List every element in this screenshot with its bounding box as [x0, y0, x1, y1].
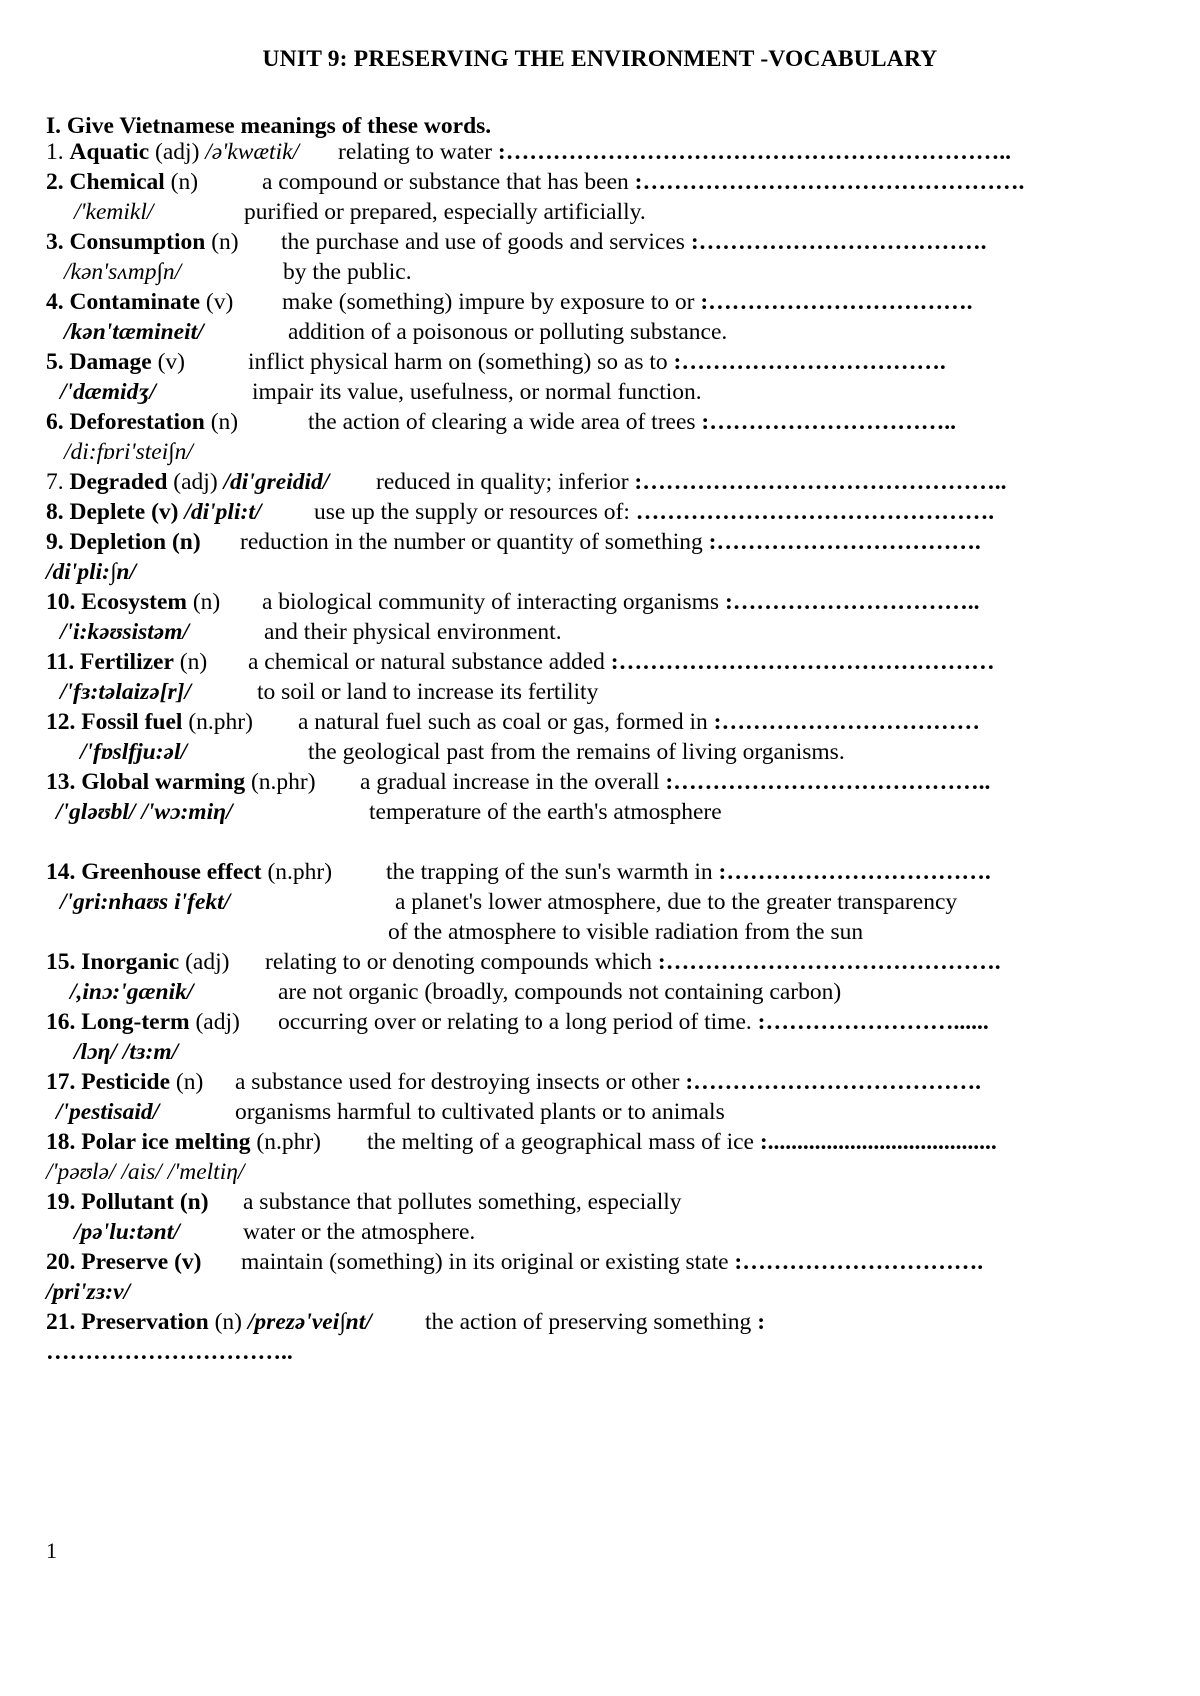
entry-definition [262, 588, 980, 616]
definition-text: occurring over or relating to a long period of time. [278, 1009, 752, 1035]
entry-number: 14. [46, 859, 76, 885]
entry-word: Deplete [69, 499, 146, 525]
entry-pos: (n.phr) [256, 1129, 321, 1155]
entry-head [46, 948, 229, 976]
page-title: UNIT 9: PRESERVING THE ENVIRONMENT -VOCABULARY [262, 46, 938, 72]
entry-word: Consumption [69, 229, 206, 255]
entry-pos: (adj) [185, 949, 230, 975]
entry-head [46, 138, 299, 166]
section-heading: I. Give Vietnamese meanings of these words. [46, 113, 492, 139]
definition-text: the purchase and use of goods and services [281, 229, 685, 255]
entry-word: Preserve [81, 1249, 169, 1275]
entry-pos: (n) [170, 169, 199, 195]
entry-word: Chemical [69, 169, 165, 195]
definition-continued: of the atmosphere to visible radiation from the sun [388, 919, 864, 945]
entry-word: Degraded [69, 469, 168, 495]
entry-head [46, 288, 233, 316]
entry-word: Deforestation [69, 409, 205, 435]
entry-head [46, 858, 332, 886]
entry-ipa: /di'pli:∫n/ [46, 559, 137, 585]
definition-text: reduced in quality; inferior [376, 469, 629, 495]
answer-blank: :………………………………. [690, 229, 987, 255]
definition-text: reduction in the number or quantity of something [240, 529, 703, 555]
definition-continued: are not organic (broadly, compounds not containing carbon) [278, 979, 842, 1005]
entry-number: 15. [46, 949, 76, 975]
definition-continued: the geological past from the remains of living organisms. [308, 739, 845, 765]
definition-text: a biological community of interacting organisms [262, 589, 720, 615]
definition-text: maintain (something) in its original or existing state [241, 1249, 729, 1275]
entry-ipa: /ə'kwætik/ [205, 139, 300, 165]
answer-blank: :……………………………………….. [634, 469, 1007, 495]
entry-word: Long-term [81, 1009, 190, 1035]
definition-continued: impair its value, usefulness, or normal function. [252, 379, 702, 405]
answer-blank: :……………………………. [718, 859, 991, 885]
entry-number: 11. [46, 649, 75, 675]
definition-continued: a planet's lower atmosphere, due to the greater transparency [395, 889, 958, 915]
answer-blank: :………………………………….. [665, 769, 991, 795]
entry-number: 10. [46, 589, 76, 615]
entry-head [46, 468, 329, 496]
entry-head [46, 588, 220, 616]
entry-number: 19. [46, 1189, 76, 1215]
entry-ipa: /,inɔ:'gænik/ [70, 979, 194, 1005]
entry-ipa: /di'greidid/ [223, 469, 330, 495]
answer-blank: ………………………………………. [635, 499, 995, 525]
definition-text: a natural fuel such as coal or gas, formed in [298, 709, 708, 735]
answer-blank: ………………………….. [46, 1339, 293, 1365]
definition-continued: addition of a poisonous or polluting substance. [288, 319, 728, 345]
definition-text: a compound or substance that has been [262, 169, 629, 195]
definition-text: the action of clearing a wide area of trees [308, 409, 696, 435]
entry-pos: (n) [179, 649, 208, 675]
entry-word: Pollutant [81, 1189, 174, 1215]
entry-definition [425, 1308, 765, 1336]
entry-pos: (n) [211, 229, 239, 255]
entry-ipa: /pri'zɜ:v/ [46, 1279, 131, 1305]
entry-pos: (n) [214, 1309, 243, 1335]
entry-word: Fossil fuel [81, 709, 183, 735]
entry-definition [240, 528, 981, 556]
entry-ipa: /'gləʊbl/ /'wɔ:miη/ [56, 799, 233, 825]
entry-number: 16. [46, 1009, 76, 1035]
entry-pos: (n.phr) [267, 859, 333, 885]
entry-number: 1. [46, 139, 64, 165]
entry-word: Polar ice melting [81, 1129, 251, 1155]
entry-pos: (v) [151, 499, 179, 525]
entry-word: Pesticide [81, 1069, 170, 1095]
definition-text: the action of preserving something [425, 1309, 752, 1335]
entry-pos: (n) [179, 1189, 209, 1215]
entry-number: 6. [46, 409, 64, 435]
definition-text: the melting of a geographical mass of ice [367, 1129, 754, 1155]
entry-definition [248, 348, 946, 376]
entry-number: 12. [46, 709, 76, 735]
definition-text: a chemical or natural substance added [248, 649, 605, 675]
definition-continued: by the public. [283, 259, 412, 285]
entry-ipa: /'dæmidʒ/ [60, 379, 156, 405]
entry-number: 3. [46, 229, 64, 255]
entry-pos: (adj) [173, 469, 218, 495]
entry-head [46, 1248, 202, 1276]
entry-ipa: /'i:kəʊsistəm/ [60, 619, 190, 645]
entry-pos: (adj) [195, 1009, 240, 1035]
entry-pos: (n) [192, 589, 221, 615]
entry-definition [248, 648, 995, 676]
entry-number: 5. [46, 349, 64, 375]
definition-text: a substance used for destroying insects or other [235, 1069, 680, 1095]
entry-head [46, 528, 201, 556]
entry-head [46, 1128, 321, 1156]
entry-definition [262, 168, 1024, 196]
entry-ipa: /'gri:nhaʊs i'fekt/ [60, 889, 231, 915]
entry-word: Preservation [81, 1309, 209, 1335]
answer-blank: :………………………………. [685, 1069, 982, 1095]
entry-word: Global warming [81, 769, 246, 795]
entry-word: Aquatic [69, 139, 150, 165]
entry-definition [281, 228, 987, 256]
entry-definition [243, 1188, 682, 1216]
entry-pos: (n) [210, 409, 239, 435]
answer-blank: :……………………………………………………….. [497, 139, 1011, 165]
entry-word: Greenhouse effect [81, 859, 262, 885]
entry-head [46, 648, 207, 676]
entry-ipa: /'pestisaid/ [56, 1099, 160, 1125]
entry-word: Depletion [69, 529, 167, 555]
entry-word: Ecosystem [81, 589, 187, 615]
entry-ipa: /'fɒslfju:əl/ [80, 739, 188, 765]
entry-word: Inorganic [81, 949, 180, 975]
definition-continued: water or the atmosphere. [243, 1219, 476, 1245]
definition-text: a gradual increase in the overall [360, 769, 660, 795]
entry-ipa: /lɔη/ /tɜ:m/ [74, 1039, 179, 1065]
entry-number: 20. [46, 1249, 76, 1275]
definition-continued: purified or prepared, especially artificially. [244, 199, 646, 225]
entry-number: 2. [46, 169, 64, 195]
entry-head [46, 348, 185, 376]
entry-definition [265, 948, 1001, 976]
entry-number: 9. [46, 529, 64, 555]
definition-text: inflict physical harm on (something) so as to [248, 349, 668, 375]
definition-text: make (something) impure by exposure to or [282, 289, 695, 315]
entry-ipa: /kən'sʌmp∫n/ [64, 259, 182, 285]
entry-word: Contaminate [69, 289, 201, 315]
entry-definition [386, 858, 991, 886]
definition-continued: to soil or land to increase its fertility [257, 679, 599, 705]
entry-head [46, 1068, 203, 1096]
answer-blank: :……………………………. [700, 289, 973, 315]
entry-pos: (adj) [155, 139, 200, 165]
entry-ipa: /'pəʊlə/ /ais/ /'meltiη/ [46, 1159, 245, 1185]
page-number: 1 [46, 1538, 57, 1563]
definition-text: use up the supply or resources of: [314, 499, 630, 525]
entry-definition [367, 1128, 997, 1156]
entry-word: Damage [69, 349, 152, 375]
entry-head [46, 768, 316, 796]
entry-ipa: /pə'lu:tənt/ [74, 1219, 180, 1245]
entry-definition [235, 1068, 981, 1096]
answer-blank: :………………………….. [701, 409, 956, 435]
answer-blank: :………………………………………… [610, 649, 995, 675]
entry-pos: (v) [205, 289, 234, 315]
entry-definition [314, 498, 994, 526]
entry-number: 7. [46, 469, 64, 495]
entry-ipa: /prezə'vei∫nt/ [247, 1309, 372, 1335]
entry-number: 18. [46, 1129, 76, 1155]
entry-ipa: /di:fɒri'stei∫n/ [64, 439, 193, 465]
entry-number: 4. [46, 289, 64, 315]
answer-blank: :………………………….. [724, 589, 980, 615]
entry-number: 21. [46, 1309, 76, 1335]
entry-definition [308, 408, 956, 436]
entry-ipa: /di'pli:t/ [184, 499, 262, 525]
answer-blank: :……………………………………. [657, 949, 1001, 975]
answer-blank: :……………………………. [708, 529, 981, 555]
entry-pos: (n) [175, 1069, 204, 1095]
entry-number: 8. [46, 499, 64, 525]
answer-blank: :…………………………… [713, 709, 980, 735]
answer-blank: :…………………………………………. [634, 169, 1025, 195]
entry-word: Fertilizer [79, 649, 174, 675]
entry-definition [360, 768, 990, 796]
entry-definition [278, 1008, 989, 1036]
definition-text: relating to or denoting compounds which [265, 949, 653, 975]
definition-text: the trapping of the sun's warmth in [386, 859, 713, 885]
entry-pos: (n.phr) [188, 709, 253, 735]
entry-head [46, 708, 253, 736]
entry-pos: (n) [171, 529, 201, 555]
entry-definition [282, 288, 973, 316]
entry-pos: (v) [157, 349, 186, 375]
entry-ipa: /'fɜ:təlaizə[r]/ [60, 679, 192, 705]
answer-blank: :……………………………. [673, 349, 946, 375]
entry-definition [298, 708, 980, 736]
entry-head [46, 498, 261, 526]
entry-pos: (n.phr) [250, 769, 316, 795]
entry-definition [376, 468, 1007, 496]
definition-text: relating to water [338, 139, 492, 165]
entry-ipa: /'kemikl/ [74, 199, 154, 225]
entry-number: 13. [46, 769, 76, 795]
entry-definition [338, 138, 1011, 166]
definition-continued: and their physical environment. [264, 619, 562, 645]
answer-blank: :…………………………. [734, 1249, 984, 1275]
entry-head [46, 228, 239, 256]
answer-blank: :....................................... [759, 1129, 997, 1155]
definition-text: a substance that pollutes something, especially [243, 1189, 682, 1215]
entry-head [46, 408, 238, 436]
entry-head [46, 1188, 209, 1216]
definition-continued: organisms harmful to cultivated plants or to animals [235, 1099, 725, 1125]
entry-pos: (v) [174, 1249, 202, 1275]
entry-head [46, 1308, 372, 1336]
entry-number: 17. [46, 1069, 76, 1095]
entry-definition [241, 1248, 983, 1276]
entry-head [46, 168, 198, 196]
definition-continued: temperature of the earth's atmosphere [369, 799, 722, 825]
answer-blank: : [757, 1309, 766, 1335]
entry-ipa: /kən'tæmineit/ [64, 319, 204, 345]
entry-head [46, 1008, 240, 1036]
answer-blank: :……………………...... [757, 1009, 989, 1035]
